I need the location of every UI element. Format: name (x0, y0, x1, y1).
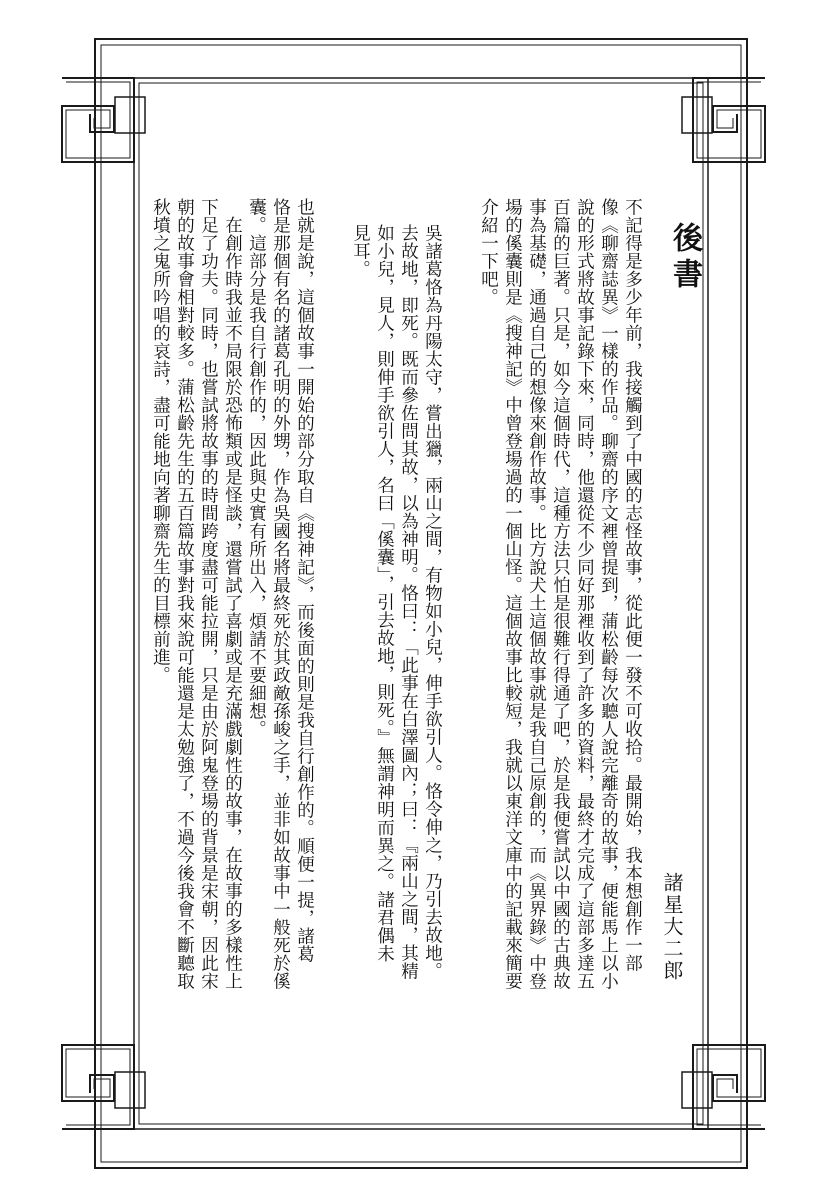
author-name: 諸星大二郎 (660, 872, 684, 982)
text-column: 像《聊齋誌異》一樣的作品。聊齋的序文裡曾提到，蒲松齡每次聽人說完離奇的故事，便能馬上以小 (598, 198, 619, 990)
text-column: 在創作時我並不局限於恐怖類或是怪談，還嘗試了喜劇或是充滿戲劇性的故事，在故事的多樣性上 (222, 198, 243, 990)
page-title: 後書 (667, 222, 702, 294)
text-column: 事為基礎，通過自己的想像來創作故事。比方說犬土這個故事就是我自己原創的，而《異界錄》中登 (526, 198, 547, 990)
quote-column: 見耳。 (350, 224, 371, 278)
text-column: 囊。這部分是我自行創作的，因此與史實有所出入，煩請不要細想。 (246, 198, 267, 738)
text-column: 秋墳之鬼所吟唱的哀詩，盡可能地向著聊齋先生的目標前進。 (150, 198, 171, 684)
quote-column: 吳諸葛恪為丹陽太守，嘗出獵，兩山之間，有物如小兒，伸手欲引人。恪令伸之，乃引去故地。 (422, 224, 443, 980)
text-column: 不記得是多少年前，我接觸到了中國的志怪故事，從此便一發不可收拾。最開始，我本想創作一部 (622, 198, 643, 972)
text-column: 朝的故事會相對較多。蒲松齡先生的五百篇故事對我來說可能還是太勉強了，不過今後我會不斷聽取 (174, 198, 195, 990)
quote-column: 去故地，即死。既而參佐問其故，以為神明。恪曰：「此事在白澤圖內；曰：『兩山之間，其精 (398, 224, 419, 980)
text-column: 恪是那個有名的諸葛孔明的外甥，作為吳國名將最終死於其政敵孫峻之手，並非如故事中一般死於傒 (270, 198, 291, 990)
text-column: 場的傒囊則是《搜神記》中曾登場過的一個山怪。這個故事比較短，我就以東洋文庫中的記載來簡要 (502, 198, 523, 990)
text-column: 介紹一下吧。 (478, 198, 499, 306)
text-column: 百篇的巨著。只是，如今這個時代，這種方法只怕是很難行得通了吧，於是我便嘗試以中國的古典故 (550, 198, 571, 990)
text-column: 說的形式將故事記錄下來，同時，他還從不少同好那裡收到了許多的資料，最終才完成了這部多達五 (574, 198, 595, 990)
quote-column: 如小兒，見人，則伸手欲引人，名曰「傒囊」，引去故地，則死。』無謂神明而異之。諸君偶未 (374, 224, 395, 963)
text-column: 也就是說，這個故事一開始的部分取自《搜神記》，而後面的則是我自行創作的。順便一提，諸葛 (294, 198, 315, 964)
text-column: 下足了功夫。同時，也嘗試將故事的時間跨度盡可能拉開，只是由於阿鬼登場的背景是宋朝，因此宋 (198, 198, 219, 990)
